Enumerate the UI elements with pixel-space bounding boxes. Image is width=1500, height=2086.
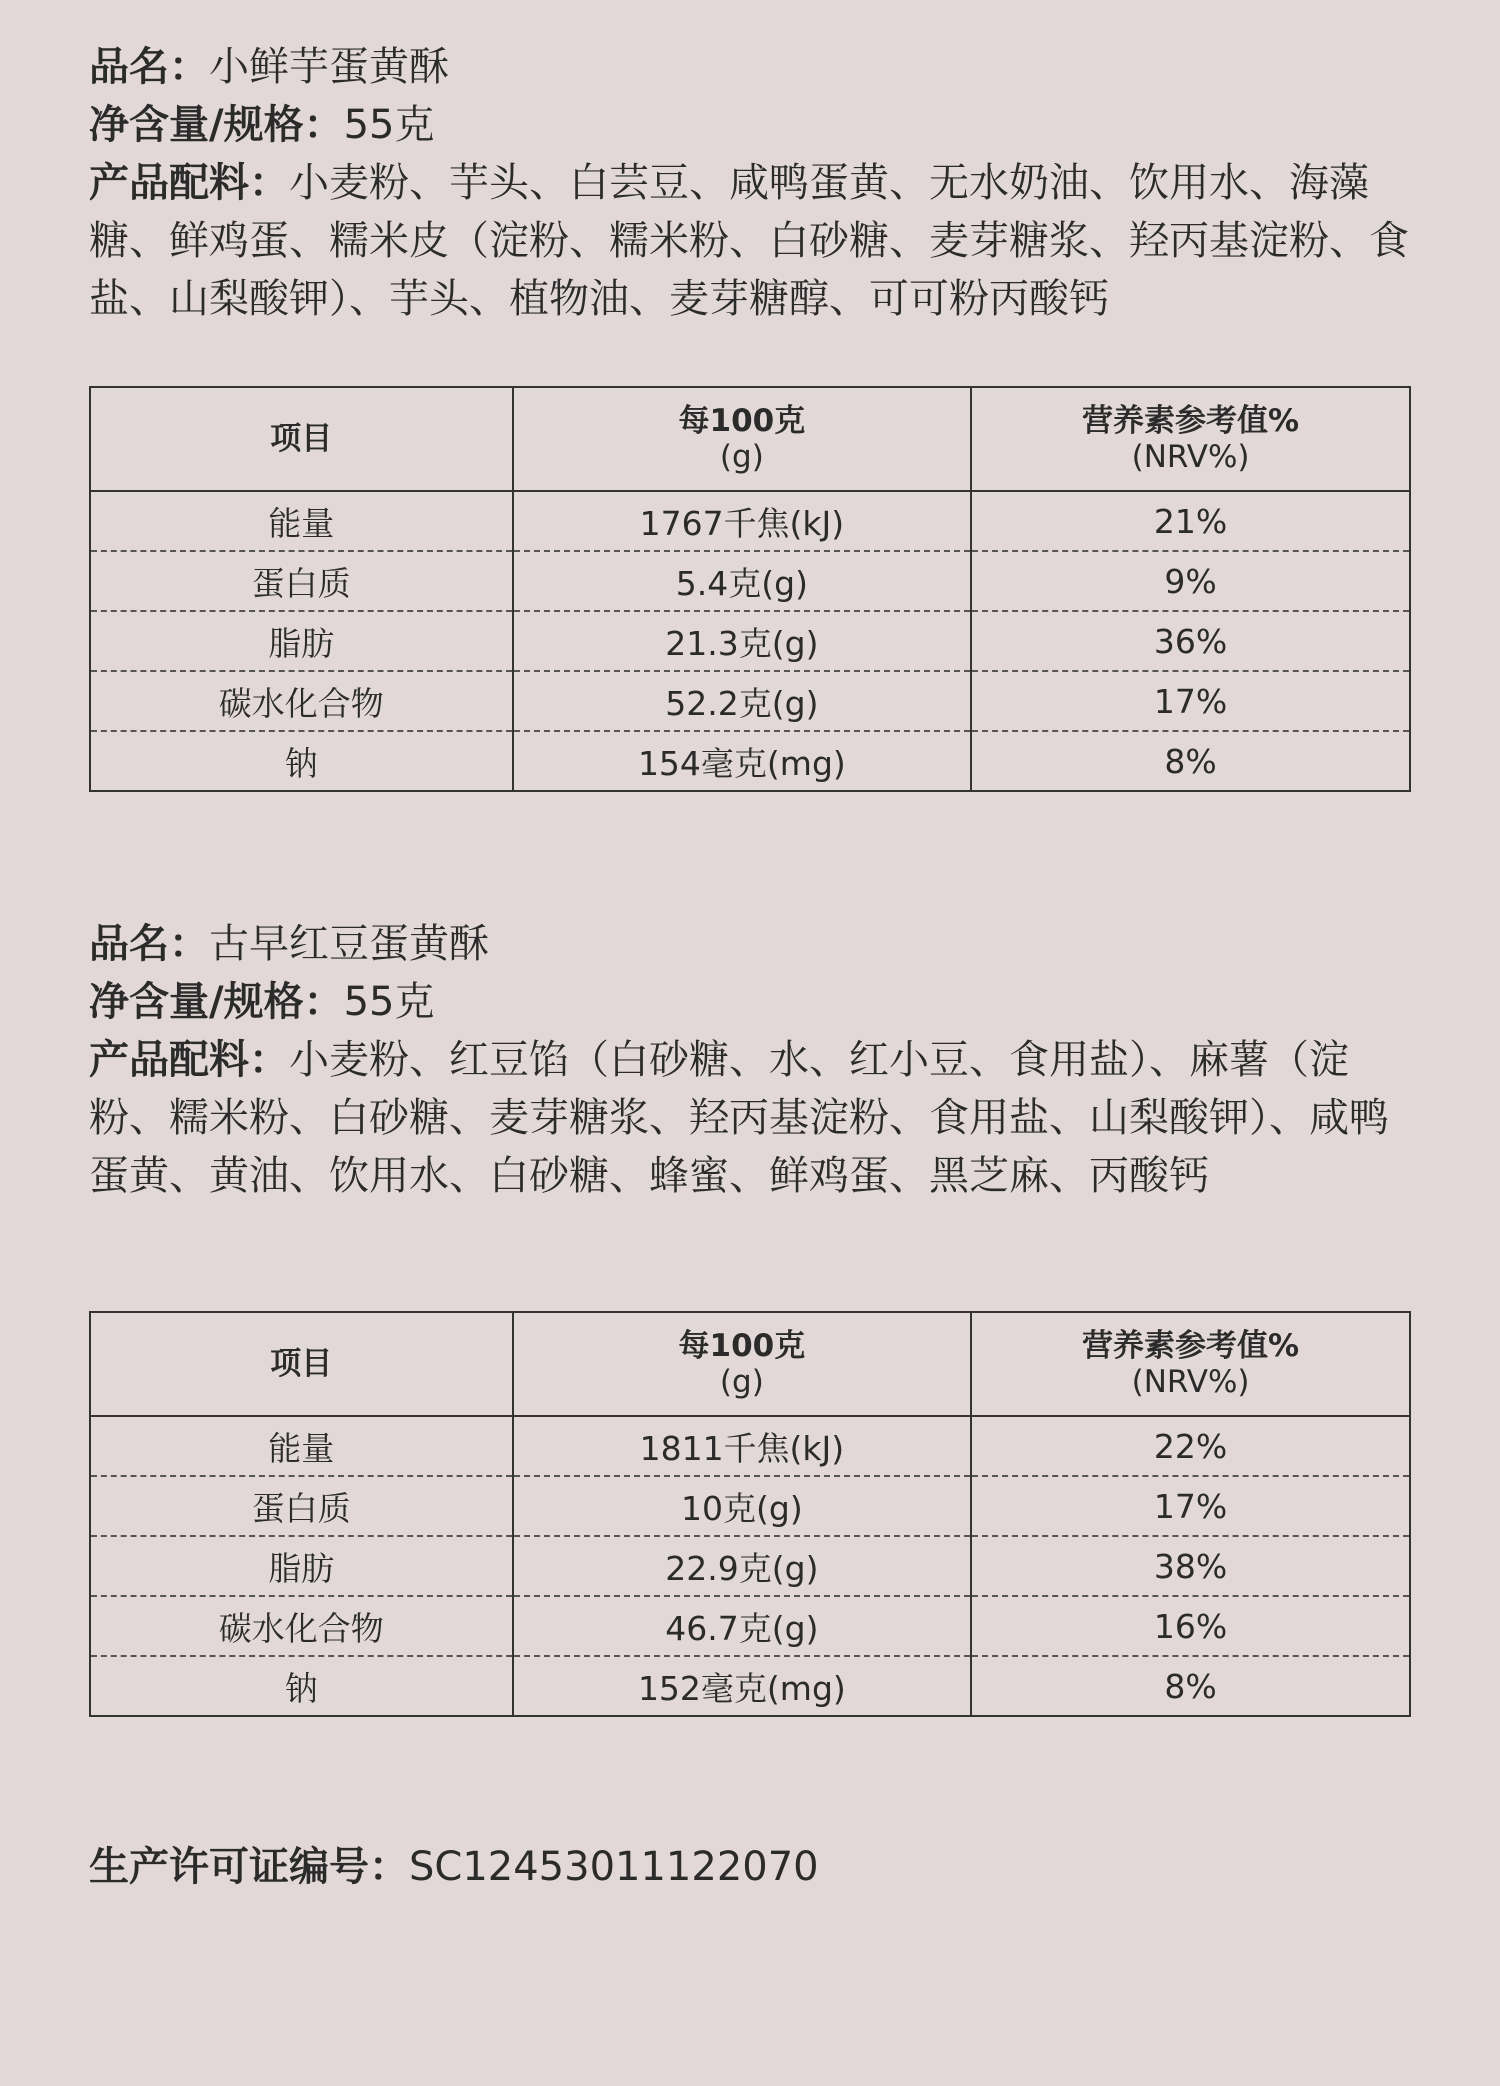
license-number: SC12453011122070 bbox=[409, 1844, 819, 1890]
row-item: 蛋白质 bbox=[90, 1476, 513, 1536]
ingredients-line bbox=[89, 1031, 1411, 1205]
table-header-row bbox=[90, 1312, 1410, 1416]
product-name-line bbox=[89, 915, 1411, 973]
row-nrv: 8% bbox=[971, 1656, 1410, 1716]
ingredients-label: 产品配料： bbox=[89, 1037, 289, 1083]
license-label: 生产许可证编号： bbox=[89, 1844, 409, 1890]
header-per100: 每100克 (g) bbox=[513, 1312, 972, 1416]
net-content: 55克 bbox=[343, 979, 435, 1025]
row-value: 154毫克(mg) bbox=[513, 731, 972, 791]
header-nrv: 营养素参考值% (NRV%) bbox=[971, 387, 1410, 491]
product-name: 小鲜芋蛋黄酥 bbox=[209, 44, 449, 90]
ingredients-text: 小麦粉、芋头、白芸豆、咸鸭蛋黄、无水奶油、饮用水、海藻糖、鲜鸡蛋、糯米皮（淀粉、糯米粉、白砂糖、麦芽糖浆、羟丙基淀粉、食盐、山梨酸钾）、芋头、植物油、麦芽糖醇、可可粉丙酸钙 bbox=[89, 160, 1409, 322]
net-content-label: 净含量/规格： bbox=[89, 979, 344, 1025]
nutrition-table-2 bbox=[89, 1311, 1411, 1717]
table-row bbox=[90, 1416, 1410, 1476]
table-row bbox=[90, 551, 1410, 611]
table-row bbox=[90, 1656, 1410, 1716]
product-name-line bbox=[89, 38, 1411, 96]
row-item: 能量 bbox=[268, 503, 335, 543]
table-row bbox=[90, 491, 1410, 551]
license-line bbox=[89, 1838, 819, 1896]
row-value: 5.4克(g) bbox=[513, 551, 972, 611]
row-nrv: 36% bbox=[971, 611, 1410, 671]
row-value: 10克(g) bbox=[513, 1476, 972, 1536]
row-nrv: 8% bbox=[971, 731, 1410, 791]
table-row bbox=[90, 731, 1410, 791]
row-value: 21.3克(g) bbox=[513, 611, 972, 671]
row-nrv: 17% bbox=[971, 1476, 1410, 1536]
row-item: 蛋白质 bbox=[90, 551, 513, 611]
product-name-label: 品名： bbox=[89, 921, 209, 967]
net-content-line bbox=[89, 973, 1411, 1031]
row-value: 52.2克(g) bbox=[513, 671, 972, 731]
product-name: 古早红豆蛋黄酥 bbox=[209, 921, 489, 967]
header-nrv: 营养素参考值% (NRV%) bbox=[971, 1312, 1410, 1416]
row-value: 22.9克(g) bbox=[513, 1536, 972, 1596]
row-nrv: 17% bbox=[971, 671, 1410, 731]
row-item: 钠 bbox=[90, 731, 513, 791]
table-row bbox=[90, 1476, 1410, 1536]
row-nrv: 9% bbox=[971, 551, 1410, 611]
row-nrv: 21% bbox=[971, 491, 1410, 551]
ingredients-line bbox=[89, 154, 1411, 328]
row-nrv: 22% bbox=[971, 1416, 1410, 1476]
row-nrv: 16% bbox=[971, 1596, 1410, 1656]
net-content-label: 净含量/规格： bbox=[89, 102, 344, 148]
row-item: 能量 bbox=[268, 1428, 335, 1468]
row-value: 1811千焦(kJ) bbox=[513, 1416, 972, 1476]
row-value: 46.7克(g) bbox=[513, 1596, 972, 1656]
table-row bbox=[90, 671, 1410, 731]
header-item: 项目 bbox=[90, 1312, 513, 1416]
header-per100: 每100克 (g) bbox=[513, 387, 972, 491]
net-content-line bbox=[89, 96, 1411, 154]
row-item: 碳水化合物 bbox=[90, 1596, 513, 1656]
nutrition-table-1 bbox=[89, 386, 1411, 792]
row-item: 脂肪 bbox=[90, 611, 513, 671]
row-item: 钠 bbox=[90, 1656, 513, 1716]
row-value: 152毫克(mg) bbox=[513, 1656, 972, 1716]
header-item: 项目 bbox=[90, 387, 513, 491]
product-info-1 bbox=[89, 38, 1411, 328]
row-item: 碳水化合物 bbox=[90, 671, 513, 731]
table-header-row bbox=[90, 387, 1410, 491]
net-content: 55克 bbox=[343, 102, 435, 148]
table-row bbox=[90, 611, 1410, 671]
row-value: 1767千焦(kJ) bbox=[513, 491, 972, 551]
table-row bbox=[90, 1596, 1410, 1656]
ingredients-label: 产品配料： bbox=[89, 160, 289, 206]
table-row bbox=[90, 1536, 1410, 1596]
product-info-2 bbox=[89, 915, 1411, 1205]
row-item: 脂肪 bbox=[90, 1536, 513, 1596]
row-nrv: 38% bbox=[971, 1536, 1410, 1596]
product-name-label: 品名： bbox=[89, 44, 209, 90]
ingredients-text: 小麦粉、红豆馅（白砂糖、水、红小豆、食用盐）、麻薯（淀粉、糯米粉、白砂糖、麦芽糖浆、羟丙基淀粉、食用盐、山梨酸钾）、咸鸭蛋黄、黄油、饮用水、白砂糖、蜂蜜、鲜鸡蛋、黑芝麻、丙酸钙 bbox=[89, 1037, 1389, 1199]
